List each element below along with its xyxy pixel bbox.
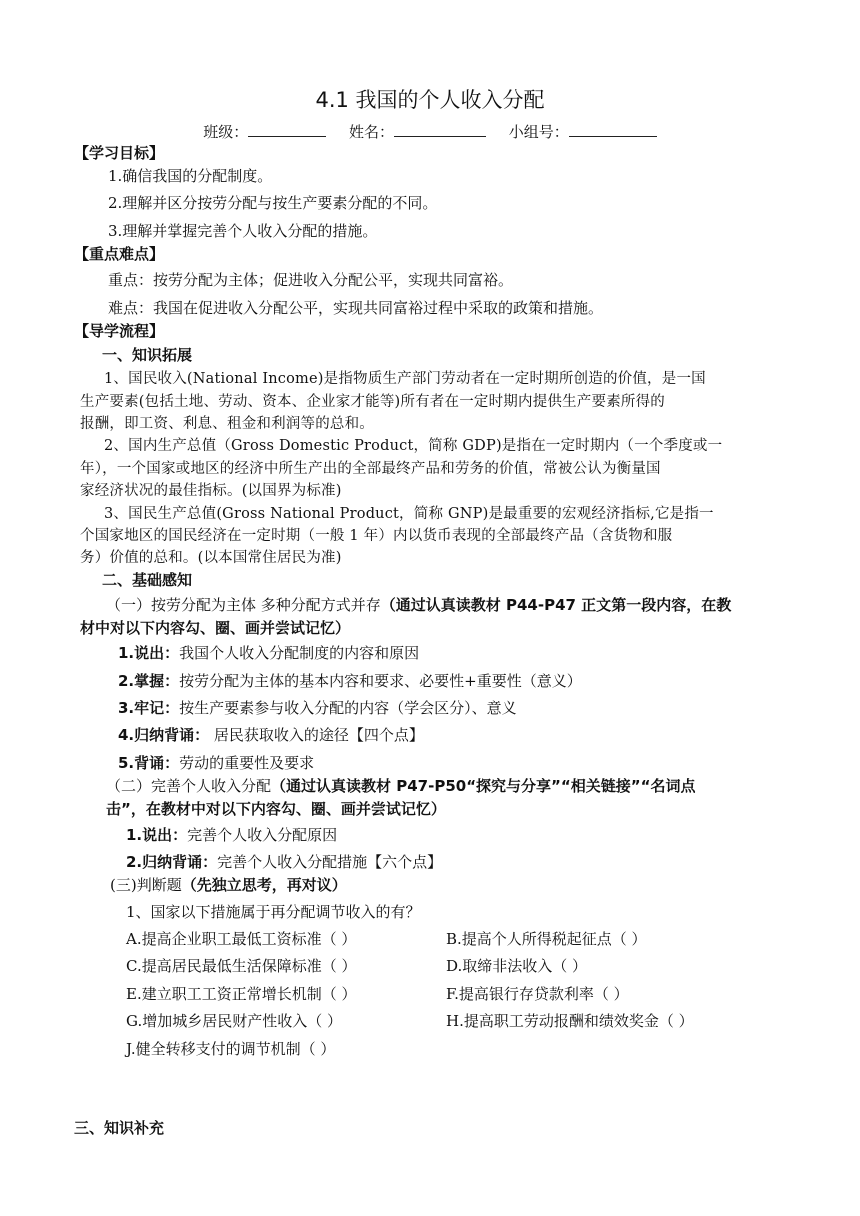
- goal-item: 1.确信我国的分配制度。: [108, 167, 273, 185]
- task-item: 1.说出：完善个人收入分配原因: [126, 826, 338, 844]
- option-item: D.取缔非法收入（ ）: [446, 957, 588, 975]
- option-item: G.增加城乡居民财产性收入（ ）: [126, 1012, 342, 1030]
- paragraph-line: 3、国民生产总值(Gross National Product，简称 GNP)是最重要的宏观经济指标,它是指一: [104, 506, 714, 522]
- key-focus: 重点：按劳分配为主体；促进收入分配公平，实现共同富裕。: [108, 271, 514, 289]
- option-item: C.提高居民最低生活保障标准（ ）: [126, 957, 357, 975]
- paragraph-line: 2、国内生产总值（Gross Domestic Product，简称 GDP)是指在一定时期内（一个季度或一: [104, 438, 723, 454]
- key-difficulty: 难点：我国在促进收入分配公平，实现共同富裕过程中采取的政策和措施。: [108, 299, 604, 317]
- group-label: 小组号：: [508, 123, 569, 141]
- task-item: 3.牢记：按生产要素参与收入分配的内容（学会区分）、意义: [118, 699, 517, 717]
- process-header: 【导学流程】: [74, 322, 165, 340]
- option-item: H.提高职工劳动报酬和绩效奖金（ ）: [446, 1012, 694, 1030]
- part2-lead: （二）完善个人收入分配: [106, 777, 272, 795]
- option-item: E.建立职工工资正常增长机制（ ）: [126, 985, 357, 1003]
- task-item: 1.说出：我国个人收入分配制度的内容和原因: [118, 644, 420, 662]
- paragraph-line: 个国家地区的国民经济在一定时期（一般 1 年）内以货币表现的全部最终产品（含货物和服: [80, 528, 673, 544]
- class-label: 班级：: [203, 123, 249, 141]
- class-blank[interactable]: [248, 122, 326, 137]
- page-title: 4.1 我国的个人收入分配: [315, 88, 545, 112]
- paragraph-line: 家经济状况的最佳指标。(以国界为标准): [80, 483, 342, 499]
- student-info-fields: [0, 121, 860, 142]
- part3-lead-line: [110, 874, 347, 895]
- option-item: J.健全转移支付的调节机制（ ）: [126, 1040, 336, 1058]
- section-knowledge-supplement: 三、知识补充: [74, 1119, 165, 1137]
- paragraph-line: 务）价值的总和。(以本国常住居民为准): [80, 550, 342, 566]
- part1-note: （通过认真读教材 P44-P47 正文第一段内容，在教: [380, 596, 732, 614]
- paragraph-line: 年），一个国家或地区的经济中所生产出的全部最终产品和劳务的价值，常被公认为衡量国: [80, 461, 661, 477]
- part2-lead-line: [106, 775, 696, 796]
- part1-lead: （一）按劳分配为主体 多种分配方式并存: [106, 596, 381, 614]
- task-item: 2.掌握：按劳分配为主体的基本内容和要求、必要性+重要性（意义）: [118, 672, 582, 690]
- task-item: 2.归纳背诵：完善个人收入分配措施【六个点】: [126, 853, 443, 871]
- name-label: 姓名：: [348, 123, 394, 141]
- task-item: 5.背诵：劳动的重要性及要求: [118, 754, 315, 772]
- option-item: A.提高企业职工最低工资标准（ ）: [126, 930, 357, 948]
- option-item: B.提高个人所得税起征点（ ）: [446, 930, 647, 948]
- part2-note: （通过认真读教材 P47-P50“探究与分享”“相关链接”“名词点: [271, 777, 696, 795]
- goals-header: 【学习目标】: [74, 144, 165, 162]
- task-item: 4.归纳背诵： 居民获取收入的途径【四个点】: [118, 726, 424, 744]
- group-blank[interactable]: [569, 122, 657, 137]
- section-basic-perception: 二、基础感知: [102, 571, 193, 589]
- paragraph-line: 报酬，即工资、利息、租金和利润等的总和。: [80, 416, 374, 432]
- part3-note: （先独立思考，再对议）: [181, 876, 347, 894]
- paragraph-line: 生产要素(包括土地、劳动、资本、企业家才能等)所有者在一定时期内提供生产要素所得的: [80, 394, 666, 410]
- part1-note-cont: 材中对以下内容勾、圈、画并尝试记忆）: [80, 619, 351, 637]
- paragraph-line: 1、国民收入(National Income)是指物质生产部门劳动者在一定时期所创造的价值，是一国: [104, 371, 706, 387]
- judgement-question: 1、国家以下措施属于再分配调节收入的有？: [126, 903, 421, 921]
- name-blank[interactable]: [394, 122, 486, 137]
- option-item: F.提高银行存贷款利率（ ）: [446, 985, 629, 1003]
- goal-item: 3.理解并掌握完善个人收入分配的措施。: [108, 222, 378, 240]
- section-knowledge-extension: 一、知识拓展: [102, 346, 193, 364]
- key-header: 【重点难点】: [74, 245, 165, 263]
- part1-lead-line: [106, 594, 731, 615]
- goal-item: 2.理解并区分按劳分配与按生产要素分配的不同。: [108, 194, 438, 212]
- part3-lead: (三)判断题: [110, 876, 182, 894]
- part2-note-cont: 击”，在教材中对以下内容勾、圈、画并尝试记忆）: [106, 800, 446, 818]
